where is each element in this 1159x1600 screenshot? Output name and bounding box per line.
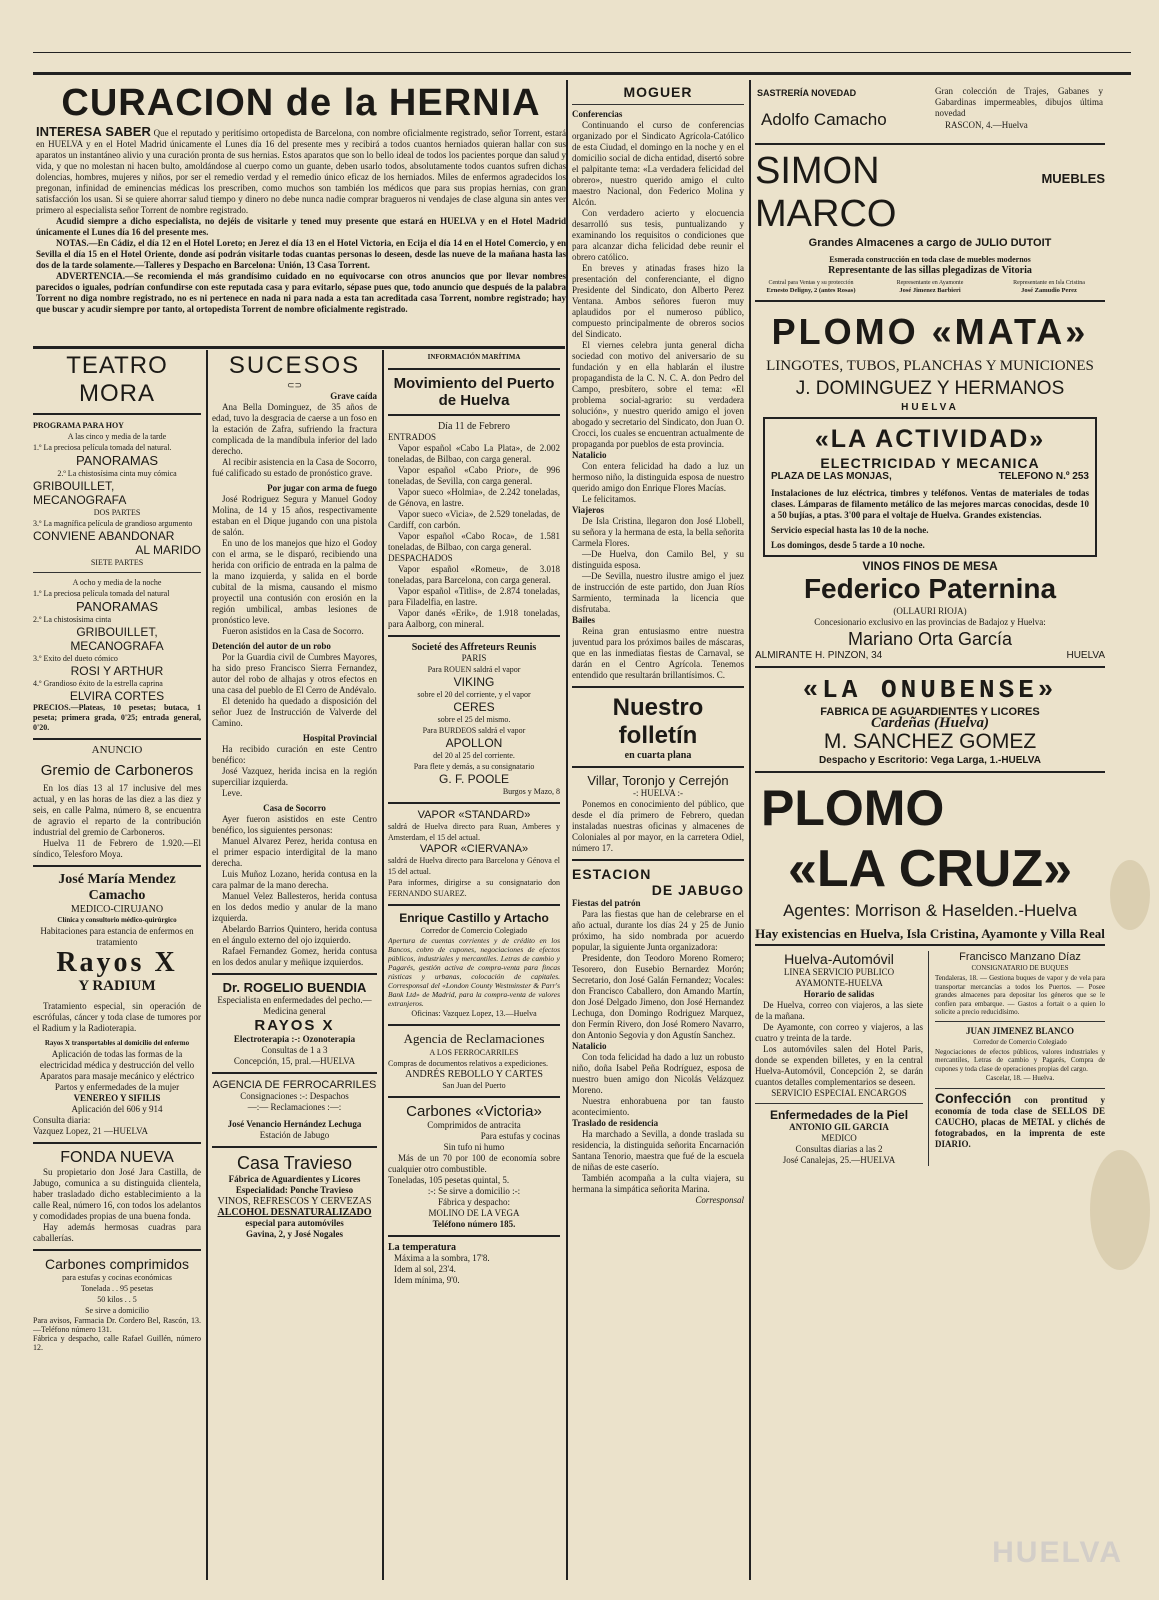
- actividad-title: «LA ACTIVIDAD»: [814, 425, 1046, 453]
- jabugo-title-2: DE JABUGO: [651, 882, 744, 898]
- teatro-precios: PRECIOS.—Plateas, 10 pesetas; butaca, 1 peseta; primera grada, 0'25; entrada general, 0'20.: [33, 703, 201, 732]
- sastreria-ad: SASTRERÍA NOVEDAD Adolfo Camacho Gran colección de Trajes, Gabanes y Gabardinas impermeables, dibujos última novedad RASCON, 4.—Huelva: [757, 86, 1103, 130]
- villar-title: Villar, Toronjo y Cerrejón: [587, 773, 729, 788]
- hernia-bottom-rule: [33, 346, 565, 349]
- agencia-ferrocarriles-title: AGENCIA DE FERROCARRILES: [212, 1079, 377, 1091]
- affreteurs-title: Societé des Affreteurs Reunis: [411, 642, 537, 653]
- reclamaciones-title: Agencia de Reclamaciones: [403, 1031, 545, 1046]
- maritima-title: Movimiento del Puerto de Huelva: [393, 375, 555, 409]
- plomo-cruz-ad: PLOMO «LA CRUZ» Agentes: Morrison & Haselden.-Huelva Hay existencias en Huelva, Isla Cristina, Ayamonte y Villa Real: [755, 780, 1105, 941]
- rayos-x-title: Rayos X: [56, 947, 178, 978]
- simon-marco-name: SIMON MARCO: [755, 150, 897, 235]
- fonda-title: FONDA NUEVA: [60, 1149, 174, 1166]
- hernia-body-4: ADVERTENCIA.—Se recomienda el más grandísimo cuidado en no equivocarse con otros anuncios que por llevar nombres parecidos o iguales, podrían confundirse con este reputada casa y para evitarlo, sépase pues que, todo anuncio que después de la palabra Torrent no diga nombre registrado, no es ni pertenece en nada ni para nada a esta tan acreditada casa Torrent, nombre registrado; hay que buscar y acudir siempre por tanto, al ortopedista Torrent de nombre oficialmente registrado.: [36, 271, 566, 314]
- column-2: SUCESOS ⊂⊃ Grave caída Ana Bella Dominguez, de 35 años de edad, tuvo la desgracia de caerse a un foso en la estación de Zafra, sufriendo la fractura complicada de la mandíbula inferior del lado derecho. Al recibir asistencia en la Casa de Socorro, fué calificado su estado de pronóstico grave. Por jugar con arma de fuego José Rodriguez Segura y Manuel Godoy Molina, de 14 y 15 años, respectivamente estaban en el Dique jugando con una pistola de salón. En uno de los manejos que hizo el Godoy con el arma, se le disparó, recibiendo una herida con orificio de entrada en la palma de la mano izquierda, y salida en el borde cubital de la misma, causando el mismo proyectil una contusión con erosión en la región umbilical, ambas lesiones de pronóstico leve. Fueron asistidos en la Casa de Socorro. Detención del autor de un robo Por la Guardia civil de Cumbres Mayores, ha sido preso Francisco Sierra Fernandez, autor del robo de alhajas y otros efectos en una casa del pueblo de El Cerro de Andévalo. El detenido ha quedado a disposición del señor Juez de Instrucción de Valverde del Camino. Hospital Provincial Ha recibido curación en este Centro benéfico: José Vazquez, herida incisa en la región superciliar izquierda. Leve. Casa de Socorro Ayer fueron asistidos en este Centro benéfico, los siguientes personas: Manuel Alvarez Perez, herida contusa en el primer espacio interdigital de la mano derecha. Luis Muñoz Lozano, herida contusa en la cara palmar de la mano derecha. Manuel Velez Ballesteros, herida contusa en los dedos medio y anular de la mano izquierda. Abelardo Barrios Quintero, herida contusa en el ángulo externo del ojo izquierdo. Rafael Fernandez Gomez, herida contusa en los dedos anular y meñique izquierdos. Dr. ROGELIO BUENDIA Especialista en enfermedades del pecho.—Medicina general RAYOS X Electroterapia :-: Ozonoterapia Consultas de 1 a 3 Concepción, 15, pral.—HUELVA AGENCIA DE FERROCARRILES Consignaciones :-: Despachos —:— Reclamaciones :—: José Venancio Hernández Lechuga Estación de Jabugo Casa Travieso Fábrica de Aguardientes y Licores Especialidad: Ponche Travieso VINOS, REFRESCOS Y CERVEZAS ALCOHOL DESNATURALIZADO especial para automóviles Gavina, 2, y José Nogales: [212, 352, 377, 1239]
- col-rule-4: [749, 80, 751, 1580]
- manzano-ad: Francisco Manzano Díaz CONSIGNATARIO DE BUQUES Tendaleras, 18. — Gestiona buques de vapor y de vela para transportar mercancías a todos los Puertos. — Posee grandes almacenes para depositar los géneros que se le confíen para embarque. — Gastos a fortait o a quien lo solicite a precio reducidísimo. JUAN JIMENEZ BLANCO Corredor de Comercio Colegiado Negociaciones de efectos públicos, valores industriales y mercantiles, Letras de cambio y Pagarés, Compra de cupones y toda clase de operaciones propias del cargo. Cascelar, 18. — Huelva. Confección con prontitud y economía de toda clase de SELLOS DE CAUCHO, placas de METAL y clichés de fotograbados, en la imprenta de este DIARIO.: [935, 951, 1105, 1149]
- hernia-body-3: NOTAS.—En Cádiz, el día 12 en el Hotel Loreto; en Jerez el día 13 en el Hotel Victoria, en Ecija el día 14 en el Hotel Comercio, y en Sevilla el día 15 en el Hotel Oriente, donde así podrán visitarle todas cuantas personas lo deseen, desde las nueve de la mañana hasta las dos de la tarde solamente.—Talleres y Despacho en Barcelona: Unión, 13 Casa Torrent.: [36, 238, 566, 270]
- buendia-title: Dr. ROGELIO BUENDIA: [222, 980, 367, 995]
- actividad-ad: «LA ACTIVIDAD» ELECTRICIDAD Y MECANICA PLAZA DE LAS MONJAS, TELEFONO N.º 253 Instalaciones de luz eléctrica, timbres y teléfonos. Ventas de materiales de todas clases. Lámparas de filamento metálico de las mejores marcas conocidas, desde 10 a 50 bujías, a ptas. 3'00 para el voltaje de Huelva. Grandes existencias. Servicio especial hasta las 10 de la noche. Los domingos, desde 5 tarde a 10 noche.: [763, 417, 1097, 557]
- column-4: MOGUER Conferencias Continuando el curso de conferencias organizado por el Sindicato Agrícola-Católico de esta Ciudad, el domingo en la noche y en el domicilio social de dicha entidad, disertó sobre el palpitante tema: «La verdadera felicidad del obrero», nuestro querido amigo el culto maestro Nacional, don Federico Molina y Alcón. Con verdadero acierto y elocuencia desarrolló sus tesis, puntualizando y examinando los requisitos o condiciones que para alcanzar dicha felicidad debe reunir el obrero católico. En breves y atinadas frases hizo la presentación del conferenciante, el digno Presidente del Sindicato, don Alberto Perez Ventana. Ambos señores fueron muy aplaudidos por el numeroso público, compuesto principalmente de obreros socios del Sindicato. El viernes celebra junta general dicha sociedad con motivo del aniversario de su fundación y en ella hablarán el ilustre propagandista de la C. N. C. A. don Pedro del Campo, presbítero, sobre el tema: «El problema social-agrario: su verdadera solución», y nuestro querido amigo el joven abogado y secretario del Sindicato, don Juan O. Crocci, los cuales se encuentran actualmente de propaganda por pueblos de esta provincia. Natalicio Con entera felicidad ha dado a luz un hermoso niño, la distinguida esposa de nuestro querido amigo don Enrique Flores Macías. Le felicitamos. Viajeros De Isla Cristina, llegaron don José Llobell, su señora y la hermana de esta, la bella señorita Carmela Flores. —De Huelva, don Camilo Bel, y su distinguida esposa. —De Sevilla, nuestro ilustre amigo el juez de instrucción de este partido, don Juan Ríos Sarmiento, terminada la licencia que disfrutaba. Bailes Reina gran entusiasmo entre nuestra juventud para los próximos bailes de máscaras, que en las inmediatas fiestas de Carnaval, se darán en el Centro Agrícola. Tenemos entendido que resultarán brillantísimos. C. Nuestro folletín en cuarta plana Villar, Toronjo y Cerrejón -: HUELVA :- Ponemos en conocimiento del público, que desde el día primero de Febrero, quedan instaladas nuestras oficinas y almacenes de Coloniales al por mayor, en la carretera Odiel, número 17. ESTACION DE JABUGO Fiestas del patrón Para las fiestas que han de celebrarse en el año actual, durante los días 24 y 25 de Junio próximo, ha sido nombrada por acuerdo popular, la siguiente Junta organizadora: Presidente, don Teodoro Moreno Romero; Tesorero, don Eusebio Bernardez Morón; Secretario, don José Galán Fernandez; Vocales: don Francisco Caballero, don Amando Martín, don José Delgado Jimeno, don José Hernandez Lechuga, don Domingo Rodriguez Marquez, don Fermín Rivero, don José Romero Navarro, don Antonio Segovia y don Agustín Sanchez. Natalicio Con toda felicidad ha dado a luz un robusto niño, doña Isabel Peña Rodríguez, esposa de nuestro buen amigo don Nicolás Velázquez Moreno. Nuestra enhorabuena por tan fausto acontecimiento. Traslado de residencia Ha marchado a Sevilla, a donde traslada su residencia, la distinguida señorita Encarnación Santana Tenorio, maestra que fué de la escuela de niñas de este caserío. También acompaña a la culta viajera, su hermana la simpática señorita Marina. Corresponsal: [572, 84, 744, 1205]
- temperatura-title: La temperatura: [388, 1242, 457, 1253]
- paternina-ad: VINOS FINOS DE MESA Federico Paternina (OLLAURI RIOJA) Concesionario exclusivo en las provincias de Badajoz y Huelva: Mariano Orta García ALMIRANTE H. PINZON, 34 HUELVA: [755, 559, 1105, 661]
- bottom-right-ads: [755, 951, 1105, 1166]
- anuncio-title: ANUNCIO: [91, 744, 143, 756]
- teatro-sub: PROGRAMA PARA HOY: [33, 421, 124, 430]
- hernia-body-1: INTERESA SABER Que el reputado y peritísimo ortopedista de Barcelona, con nombre oficialmente registrado, señor Torrent, estará en HUELVA y en el Hotel Madrid únicamente el Lunes día 16 del presente mes y recibirá a todos cuantos herniados quieran hallar con sus aparatos un instantáneo alivio y una curación pronta de sus hernias. Estos aparatos que son lo bello ideal de todos los pacientes porque dan salud y vida, y que no molestan ni hacen bulto, amoldándose al cuerpo como un guante, deben usarlo todos, absolutamente todos cuantos sufren dichas dolencias, hombres, mujeres y niños, por ser el remedio verdad y el remedio único eficaz de los herniados. Miles de enfermos agradecidos los pregonan, infinidad de eminencias médicas los prescriben, como muchos son también los médicos que para sus propias hernias, con gran satisfacción los usan. Si se quiere ahorrar salud tiempo y dinero no debe nunca nadie comprar bragueros ni vendajes de clase alguna sin antes ver primero al especialista señor Torrent de nombre registrado.: [36, 124, 566, 215]
- confeccion-ad: Confección con prontitud y economía de toda clase de SELLOS DE CAUCHO, placas de METAL y clichés de fotograbados, en la imprenta de este DIARIO.: [935, 1090, 1105, 1149]
- column-1: TEATRO MORA PROGRAMA PARA HOY A las cinco y media de la tarde 1.º La preciosa película tomada del natural. PANORAMAS 2.º La chistosísima cinta muy cómica GRIBOUILLET, MECANOGRAFA DOS PARTES 3.º La magnífica película de grandioso argumento CONVIENE ABANDONAR AL MARIDO SIETE PARTES A ocho y media de la noche 1.º La preciosa película tomada del natural PANORAMAS 2.º La chistosísima cinta GRIBOUILLET, MECANOGRAFA 3.º Exito del dueto cómico ROSI Y ARTHUR 4.º Grandioso éxito de la estrella caprina ELVIRA CORTES PRECIOS.—Plateas, 10 pesetas; butaca, 1 peseta; primera grada, 0'25; entrada general, 0'20. ANUNCIO Gremio de Carboneros En los días 13 al 17 inclusive del mes actual, y en las horas de las diez a las diez y seis, en calle Palma, número 8, se encuentra de agravio el reparto de la contribución industrial del gremio de Carboneros. Huelva 11 de Febrero de 1.920.—El síndico, Telesforo Moya. José María Mendez Camacho MEDICO-CIRUJANO Clínica y consultorio médico-quirúrgico Habitaciones para estancia de enfermos en tratamiento Rayos X Y RADIUM Tratamiento especial, sin operación de escrófulas, cáncer y toda clase de tumores por el Radium y la Radioterapia. Rayos X transportables al domicilio del enfermo Aplicación de todas las formas de la electricidad médica y destrucción del vello Aparatos para masaje mecánico y eléctrico Partos y enfermedades de la mujer VENEREO Y SIFILIS Aplicación del 606 y 914 Consulta diaria: Vazquez Lopez, 21 —HUELVA FONDA NUEVA Su propietario don José Jara Castilla, de Jabugo, comunica a su distinguida clientela, haber trasladado dicho establecimiento a la calle Real, número 16, con todos los adelantos y comodidades propias de una buena fonda. Hay además hermosas cuadras para caballerías. Carbones comprimidos para estufas y cocinas económicas Tonelada . . 95 pesetas 50 kilos . . 5 Se sirve a domicilio Para avisos, Farmacia Dr. Cordero Bel, Rascón, 13.—Teléfono número 131. Fábrica y despacho, calle Rafael Guillén, número 12.: [33, 352, 201, 1352]
- col-rule-2: [382, 350, 384, 1580]
- onubense-title: «LA ONUBENSE»: [802, 675, 1058, 705]
- plomo-cruz-title-2: «LA CRUZ»: [787, 840, 1073, 898]
- top-rule: [33, 52, 1131, 53]
- travieso-title: Casa Travieso: [236, 1153, 353, 1173]
- simon-marco-ad: SIMON MARCO MUEBLES Grandes Almacenes a cargo de JULIO DUTOIT Esmerada construcción en toda clase de muebles modernos Representante de las sillas plegadizas de Vitoria Central para Ventas y su protección Ernesto Deligny, 2 (antes Rosas) Representante en Ayamonte José Jimenez Barbieri Representante en Isla Cristina José Zamudio Perez: [755, 150, 1105, 294]
- masthead-rule: [33, 72, 1131, 75]
- maritima-kicker: INFORMACIÓN MARÍTIMA: [427, 353, 521, 361]
- sucesos-title: SUCESOS: [228, 352, 361, 379]
- paternina-name: Federico Paternina: [803, 573, 1057, 604]
- watermark-stamp: HUELVA: [992, 1536, 1123, 1569]
- col-rule-1: [206, 350, 208, 1580]
- castillo-title: Enrique Castillo y Artacho: [399, 911, 549, 925]
- plomo-cruz-title-1: PLOMO: [761, 780, 945, 836]
- col-rule-3: [566, 80, 568, 1580]
- ornament: ⊂⊃: [286, 380, 303, 390]
- jabugo-title-1: ESTACION: [572, 866, 652, 882]
- teatro-title: TEATRO MORA: [66, 352, 168, 407]
- onubense-ad: «LA ONUBENSE» FABRICA DE AGUARDIENTES Y LICORES Cardeñas (Huelva) M. SANCHEZ GOMEZ Despacho y Escritorio: Vega Larga, 1.-HUELVA: [755, 673, 1105, 766]
- plomo-mata-ad: PLOMO «MATA» LINGOTES, TUBOS, PLANCHAS Y MUNICIONES J. DOMINGUEZ Y HERMANOS HUELVA: [755, 308, 1105, 413]
- column-3: INFORMACIÓN MARÍTIMA Movimiento del Puerto de Huelva Día 11 de Febrero ENTRADOS Vapor español «Cabo La Plata», de 2.002 toneladas, de Bilbao, con carga general. Vapor español «Cabo Prior», de 996 toneladas, de Sevilla, con carga general. Vapor sueco «Holmia», de 2.242 toneladas, de Génova, en lastre. Vapor sueco «Vicia», de 2.529 toneladas, de Cardiff, con carbón. Vapor español «Cabo Roca», de 1.581 toneladas, de Bilbao, con carga general. DESPACHADOS Vapor español «Romeu», de 3.018 toneladas, para Barcelona, con carga general. Vapor español «Titlis», de 2.874 toneladas, para Filadelfia, en lastre. Vapor danés «Erik», de 1.918 toneladas, para Aalborg, con mineral. Societé des Affreteurs Reunis PARIS Para ROUEN saldrá el vapor VIKING sobre el 20 del corriente, y el vapor CERES sobre el 25 del mismo. Para BURDEOS saldrá el vapor APOLLON del 20 al 25 del corriente. Para flete y demás, a su consignatario G. F. POOLE Burgos y Mazo, 8 VAPOR «STANDARD» saldrá de Huelva directo para Ruan, Amberes y Amsterdam, el 15 del actual. VAPOR «CIERVANA» saldrá de Huelva directo para Barcelona y Génova el 15 del actual. Para informes, dirigirse a su consignatario don FERNANDO SUAREZ. Enrique Castillo y Artacho Corredor de Comercio Colegiado Apertura de cuentas corrientes y de crédito en los Bancos, cobro de cupones, negociaciones de efectos públicos, industriales y mercantiles. Letras de cambio y Pagarés, gestión activa de compra-venta para fincas rústicas y urbanas, colocación de capitales. Corresponsal del «London County Westminster & Parr's Bank Ltd» de Madrid, para la compra-venta de valores extranjeros. Oficinas: Vazquez Lopez, 13.—Huelva Agencia de Reclamaciones A LOS FERROCARRILES Compras de documentos relativos a expediciones. ANDRÉS REBOLLO Y CARTES San Juan del Puerto Carbones «Victoria» Comprimidos de antracita Para estufas y cocinas Sin tufo ni humo Más de un 70 por 100 de economía sobre cualquier otro combustible. Toneladas, 105 pesetas quintal, 5. :-: Se sirve a domicilio :-: Fábrica y despacho: MOLINO DE LA VEGA Teléfono número 185. La temperatura Máxima a la sombra, 17'8. Idem al sol, 23'4. Idem mínima, 9'0.: [388, 353, 560, 1285]
- hernia-ad: [36, 80, 566, 342]
- moguer-title: MOGUER: [623, 84, 693, 100]
- hernia-lead: INTERESA SABER: [36, 124, 151, 139]
- right-ads: [755, 80, 1105, 1580]
- medico-name: José María Mendez Camacho: [58, 872, 176, 903]
- standard-title: VAPOR «STANDARD»: [417, 809, 531, 821]
- victoria-title: Carbones «Victoria»: [406, 1103, 542, 1120]
- folletin-title: Nuestro folletín: [612, 694, 704, 749]
- carbones-comprimidos-title: Carbones comprimidos: [45, 1256, 189, 1272]
- paper-stain: [1110, 860, 1150, 930]
- automovil-ad: Huelva-Automóvil LINEA SERVICIO PUBLICO AYAMONTE-HUELVA Horario de salidas De Huelva, correo con viajeros, a las siete de la mañana. De Ayamonte, con correo y viajeros, a las cuatro y treinta de la tarde. Los automóviles salen del Hotel Paris, donde se expenden billetes, y en la central Huelva-Automóvil, Concepción 2, se darán cuantos detalles complementarios se deseen. SERVICIO ESPECIAL ENCARGOS Enfermedades de la Piel ANTONIO GIL GARCIA MEDICO Consultas diarias a las 2 José Canalejas, 25.—HUELVA: [755, 951, 929, 1166]
- hernia-title: CURACION de la HERNIA: [61, 82, 541, 124]
- hernia-body-2: Acudid siempre a dicho especialista, no dejéis de visitarle y tened muy presente que estará en HUELVA y en el Hotel Madrid únicamente el Lunes día 16 del presente mes.: [36, 216, 566, 237]
- plomo-mata-title: PLOMO «MATA»: [771, 311, 1089, 352]
